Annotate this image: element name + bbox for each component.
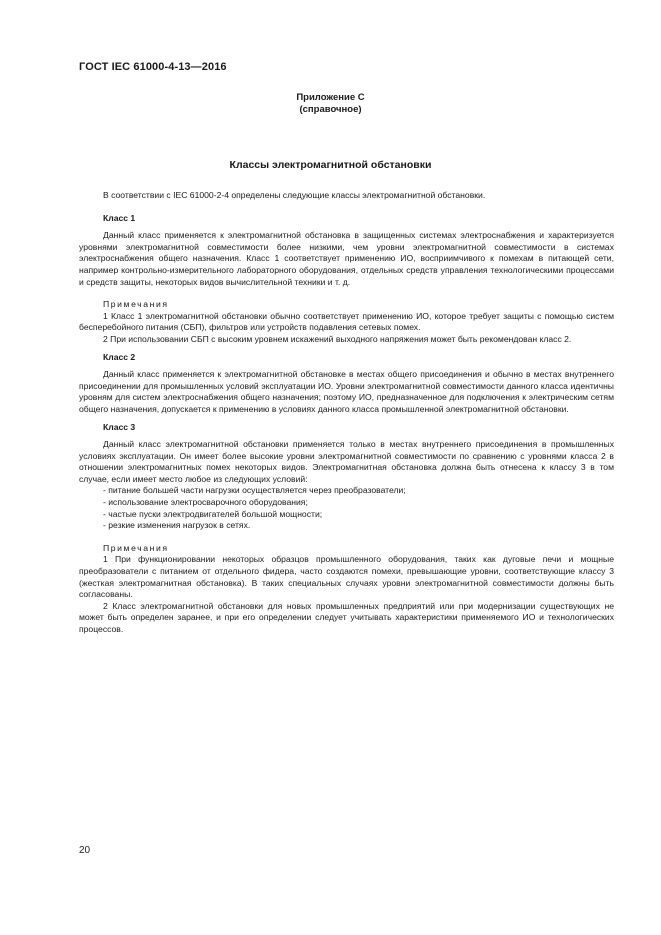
class3-condition: - резкие изменения нагрузок в сетях. [103, 520, 251, 531]
class3-condition: - использование электросварочного оборудования; [103, 497, 308, 508]
document-body [79, 190, 614, 636]
notes2-item: 1 При функционировании некоторых образцов промышленного оборудования, таких как дуговые печи и мощные преобразователи с питанием от отдельного фидера, часто создаются помехи, превышающие уровни, соответствующие классу 3 (жесткая электромагнитная обстановка). В таких специальных случаях уровни электромагнитной совместимости должны быть согласованы. [79, 554, 614, 600]
class3-paragraph: Данный класс электромагнитной обстановки применяется только в местах внутреннего присоединения в промышленных условиях эксплуатации. Он имеет более высокие уровни электромагнитной совместимости по сравнению с уровнями класса 2 в отношении электромагнитных помех некоторых видов. Электромагнитная обстановка должна быть отнесена к классу 3 в том случае, если имеет место любое из следующих условий: [79, 439, 614, 484]
class3-condition: - питание большей части нагрузки осуществляется через преобразователи; [103, 485, 406, 496]
notes2-item: 2 Класс электромагнитной обстановки для новых промышленных предприятий или при модернизации существующих не может быть определен заранее, и при его определении следует учитывать характеристики применяемого ИО и технологических процессов. [79, 600, 614, 634]
intro-paragraph: В соответствии с IEC 61000-2-4 определены следующие классы электромагнитной обстановки. [103, 190, 486, 200]
annex-title: Приложение C [296, 92, 365, 103]
class3-heading: Класс 3 [103, 421, 136, 432]
class2-heading: Класс 2 [103, 351, 136, 362]
notes1-item: 2 При использовании СБП с высоким уровнем искажений выходного напряжения может быть рекомендован класс 2. [103, 333, 572, 344]
standard-designation: ГОСТ IEC 61000-4-13—2016 [79, 61, 227, 73]
class1-heading: Класс 1 [103, 212, 136, 223]
section-title: Классы электромагнитной обстановки [229, 159, 432, 171]
notes2-label: Примечания [103, 542, 169, 553]
notes1-item: 1 Класс 1 электромагнитной обстановки обычно соответствует применению ИО, которое требует защиты с помощью систем бесперебойного питания (СБП), фильтров или устройств подавления сетевых помех. [79, 310, 614, 333]
class1-paragraph: Данный класс применяется к электромагнитной обстановка в защищенных системах электроснабжения и характеризуется уровнями электромагнитной совместимости более низкими, чем уровни электромагнитной совместимости в системах электроснабжения общего назначения. Класс 1 соответствует применению ИО, восприимчивого к помехам в питающей сети, например контрольно-измерительного лабораторного оборудования, отдельных средств управления технологическими процессами и средств защиты, некоторых видов вычислительной техники и т. д. [79, 230, 614, 287]
class2-paragraph: Данный класс применяется к электромагнитной обстановке в местах общего присоединения и обычно в местах внутреннего присоединении для промышленных условий эксплуатации ИО. Уровни электромагнитной совместимости данного класса идентичны уровням для систем электроснабжения общего назначения; поэтому ИО, предназначенное для подключения к электрическим сетям общего назначения, допускается к применению в условиях данного класса промышленной электромагнитной обстановки. [79, 369, 614, 414]
page-number: 20 [79, 845, 91, 856]
class3-condition: - частые пуски электродвигателей большой мощности; [103, 508, 323, 519]
annex-kind: (справочное) [299, 104, 362, 115]
notes1-label: Примечания [103, 299, 169, 310]
